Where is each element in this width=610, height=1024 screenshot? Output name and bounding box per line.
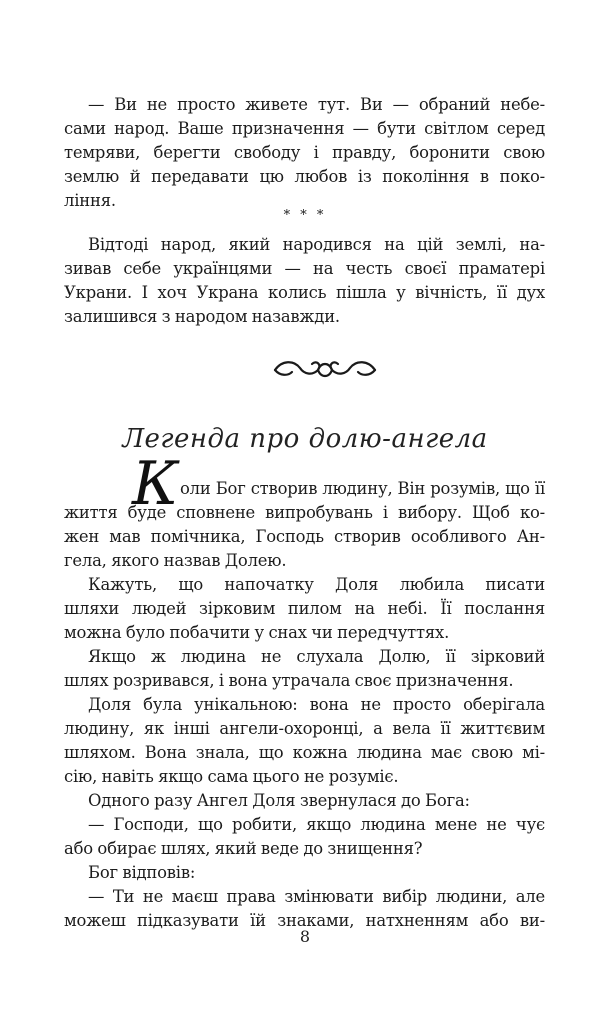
text-line: ління. [64,191,116,210]
text-line: шляхом. Вона знала, що кожна людина має свою мі- [64,743,545,762]
text-line: зивав себе українцями — на честь своєї праматері [64,259,545,278]
text-line: сію, навіть якщо сама цього не розуміє. [64,767,399,786]
text-line: гела, якого назвав Долею. [64,551,287,570]
flourish-ornament-icon [272,350,378,386]
drop-cap: К [132,449,179,519]
text-line: людину, як інші ангели-охоронці, а вела її життєвим [64,719,545,738]
text-line: Кажуть, що напочатку Доля любила писати [88,575,545,594]
text-line: можна було побачити у снах чи передчуттях. [64,623,450,642]
text-line: Украни. І хоч Украна колись пішла у вічність, її дух [64,283,545,302]
text-line: Доля була унікальною: вона не просто оберігала [88,695,545,714]
text-line: — Ви не просто живете тут. Ви — обраний небе- [88,95,545,114]
text-line: Відтоді народ, який народився на цій землі, на- [88,235,545,254]
text-line: шляхи людей зірковим пилом на небі. Її послання [64,599,545,618]
chapter-title: Легенда про долю-ангела [122,424,488,454]
text-line: оли Бог створив людину, Він розумів, що її [180,479,545,498]
text-line: — Ти не маєш права змінювати вибір людини, але [88,887,545,906]
paragraph-creation [64,477,545,933]
paragraph-ukrainians [64,233,545,329]
text-line: темряви, берегти свободу і правду, боронити свою [64,143,545,162]
text-line: Бог відповів: [88,863,196,882]
paragraph-heaven-chosen [64,93,545,213]
text-line: шлях розривався, і вона утрачала своє призначення. [64,671,514,690]
text-line: сами народ. Ваше призначення — бути світлом серед [64,119,545,138]
section-separator: * * * [283,208,327,223]
text-line: залишився з народом назавжди. [64,307,340,326]
text-line: жен мав помічника, Господь створив особливого Ан- [64,527,545,546]
text-line: Якщо ж людина не слухала Долю, її зірковий [88,647,545,666]
text-line: — Господи, що робити, якщо людина мене не чує [88,815,545,834]
text-line: можеш підказувати їй знаками, натхненням або ви- [64,911,545,930]
text-line: або обирає шлях, який веде до знищення? [64,839,423,858]
text-line: землю й передавати цю любов із покоління в поко- [64,167,545,186]
text-line: Одного разу Ангел Доля звернулася до Бога: [88,791,470,810]
page-number: 8 [299,927,311,946]
text-line: життя буде сповнене випробувань і вибору. Щоб ко- [64,503,545,522]
